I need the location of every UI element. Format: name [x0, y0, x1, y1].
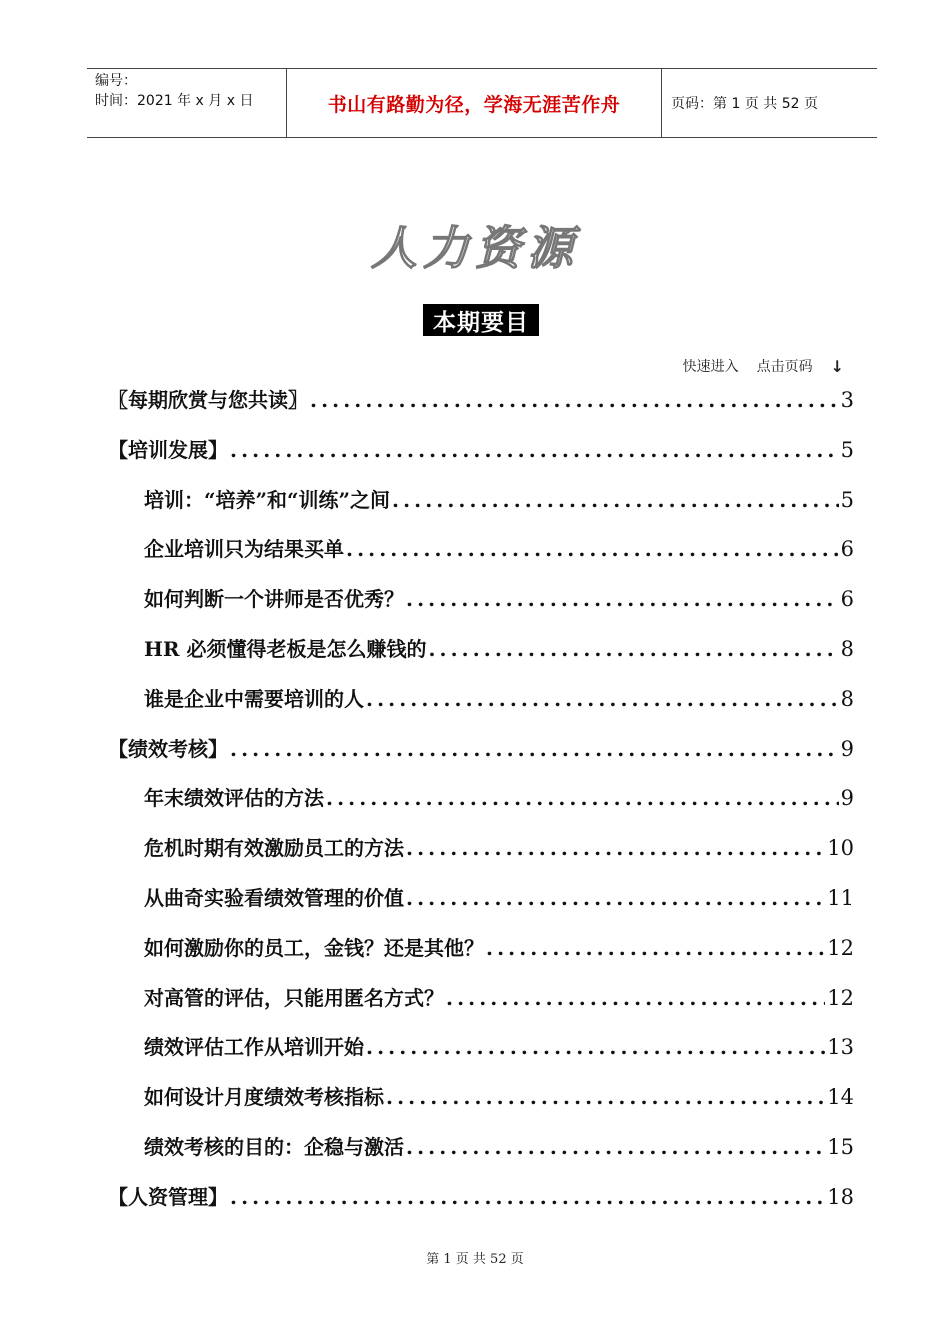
toc-entry-title: 【人资管理】	[108, 1184, 228, 1209]
toc-entry[interactable]	[144, 683, 854, 723]
quick-nav	[683, 356, 844, 376]
toc-entry-title: 企业培训只为结果买单	[144, 537, 344, 562]
toc-page-number[interactable]: 13	[827, 1035, 854, 1060]
toc-page-number[interactable]: 8	[840, 637, 854, 661]
toc-entry[interactable]	[144, 484, 854, 524]
toc-entry-title: 【培训发展】	[108, 437, 228, 462]
toc-entry[interactable]	[144, 1081, 854, 1121]
toc-leader-dots	[386, 1085, 825, 1109]
toc-entry[interactable]	[144, 1131, 854, 1171]
toc-page-number[interactable]: 3	[840, 388, 854, 412]
toc-leader-dots	[326, 786, 839, 810]
toc-leader-dots	[230, 438, 839, 462]
number-label: 编号：	[95, 73, 137, 89]
toc-entry-title: 如何设计月度绩效考核指标	[144, 1085, 384, 1110]
quick-nav-text: 快速进入	[682, 359, 739, 375]
header-table	[87, 68, 877, 138]
toc-entry-title: 危机时期有效激励员工的方法	[144, 836, 404, 861]
toc-entry[interactable]	[144, 1031, 854, 1071]
toc-page-number[interactable]: 12	[827, 935, 854, 960]
toc-leader-dots	[406, 836, 825, 860]
toc-entry-title: 谁是企业中需要培训的人	[144, 686, 364, 711]
toc-entry-title: 绩效评估工作从培训开始	[144, 1035, 364, 1060]
toc-entry-title: 培训：“培养”和“训练”之间	[144, 487, 391, 512]
toc-leader-dots	[392, 488, 839, 512]
toc-entry[interactable]	[144, 583, 854, 623]
toc-page-number[interactable]: 5	[840, 487, 854, 512]
toc-entry-title: 如何判断一个讲师是否优秀？	[144, 587, 404, 612]
toc-entry[interactable]	[144, 633, 854, 673]
toc-leader-dots	[486, 936, 825, 960]
toc-entry[interactable]	[144, 782, 854, 822]
toc-entry[interactable]	[108, 733, 854, 773]
toc-leader-dots	[366, 1035, 825, 1059]
toc-entry-title: 【绩效考核】	[108, 736, 228, 761]
toc-page-number[interactable]: 5	[840, 437, 854, 462]
toc-entry[interactable]	[144, 533, 854, 573]
toc-entry[interactable]	[108, 384, 854, 424]
toc-page-number[interactable]: 10	[827, 836, 854, 861]
toc-page-number[interactable]: 9	[840, 736, 854, 761]
toc-entry-title: 从曲奇实验看绩效管理的价值	[144, 886, 404, 910]
toc-entry[interactable]	[144, 882, 854, 922]
toc-page-number[interactable]: 9	[840, 786, 854, 811]
toc-entry[interactable]	[144, 982, 854, 1022]
toc-page-number[interactable]: 6	[840, 587, 854, 612]
toc-page-number[interactable]: 11	[827, 886, 854, 910]
toc-page-number[interactable]: 14	[827, 1085, 854, 1110]
toc-entry-title: 对高管的评估，只能用匿名方式？	[144, 985, 444, 1010]
header-motto: 书山有路勤为径，学海无涯苦作舟	[287, 69, 662, 137]
toc-entry-title: HR 必须懂得老板是怎么赚钱的	[144, 637, 427, 661]
toc-page-number[interactable]: 8	[840, 686, 854, 711]
toc-entry[interactable]	[144, 832, 854, 872]
toc-entry-title: 年末绩效评估的方法	[144, 786, 324, 811]
toc-leader-dots	[310, 388, 839, 412]
toc-leader-dots	[446, 986, 825, 1010]
toc-entry[interactable]	[108, 434, 854, 474]
toc-page-number[interactable]: 18	[827, 1184, 854, 1209]
page-footer: 第 1 页 共 52 页	[426, 1252, 524, 1267]
toc-leader-dots	[230, 737, 839, 761]
toc-leader-dots	[230, 1185, 825, 1209]
toc-page-number[interactable]: 15	[827, 1135, 854, 1159]
header-page-info: 页码：第 1 页 共 52 页	[671, 96, 818, 112]
quick-nav-hint: 点击页码	[756, 359, 813, 375]
toc-leader-dots	[428, 637, 838, 661]
toc-entry-title: 绩效考核的目的：企稳与激活	[144, 1135, 404, 1159]
arrow-down-icon: ↓	[830, 356, 844, 376]
toc-leader-dots	[406, 886, 825, 910]
document-title: 人力资源	[371, 221, 579, 275]
toc-entry-title: 如何激励你的员工，金钱？还是其他？	[144, 935, 484, 960]
time-label: 时间：2021 年 x 月 x 日	[95, 93, 254, 109]
toc-leader-dots	[406, 1135, 825, 1159]
toc-entry[interactable]	[144, 932, 854, 972]
toc-leader-dots	[346, 537, 839, 561]
toc-leader-dots	[366, 687, 839, 711]
toc-entry-title: 〖每期欣赏与您共读〗	[108, 388, 308, 412]
toc-page-number[interactable]: 12	[827, 985, 854, 1010]
header-meta	[87, 69, 287, 137]
toc-entry[interactable]	[108, 1181, 854, 1221]
section-label: 本期要目	[423, 304, 539, 336]
toc-leader-dots	[406, 587, 839, 611]
toc-page-number[interactable]: 6	[840, 537, 854, 562]
